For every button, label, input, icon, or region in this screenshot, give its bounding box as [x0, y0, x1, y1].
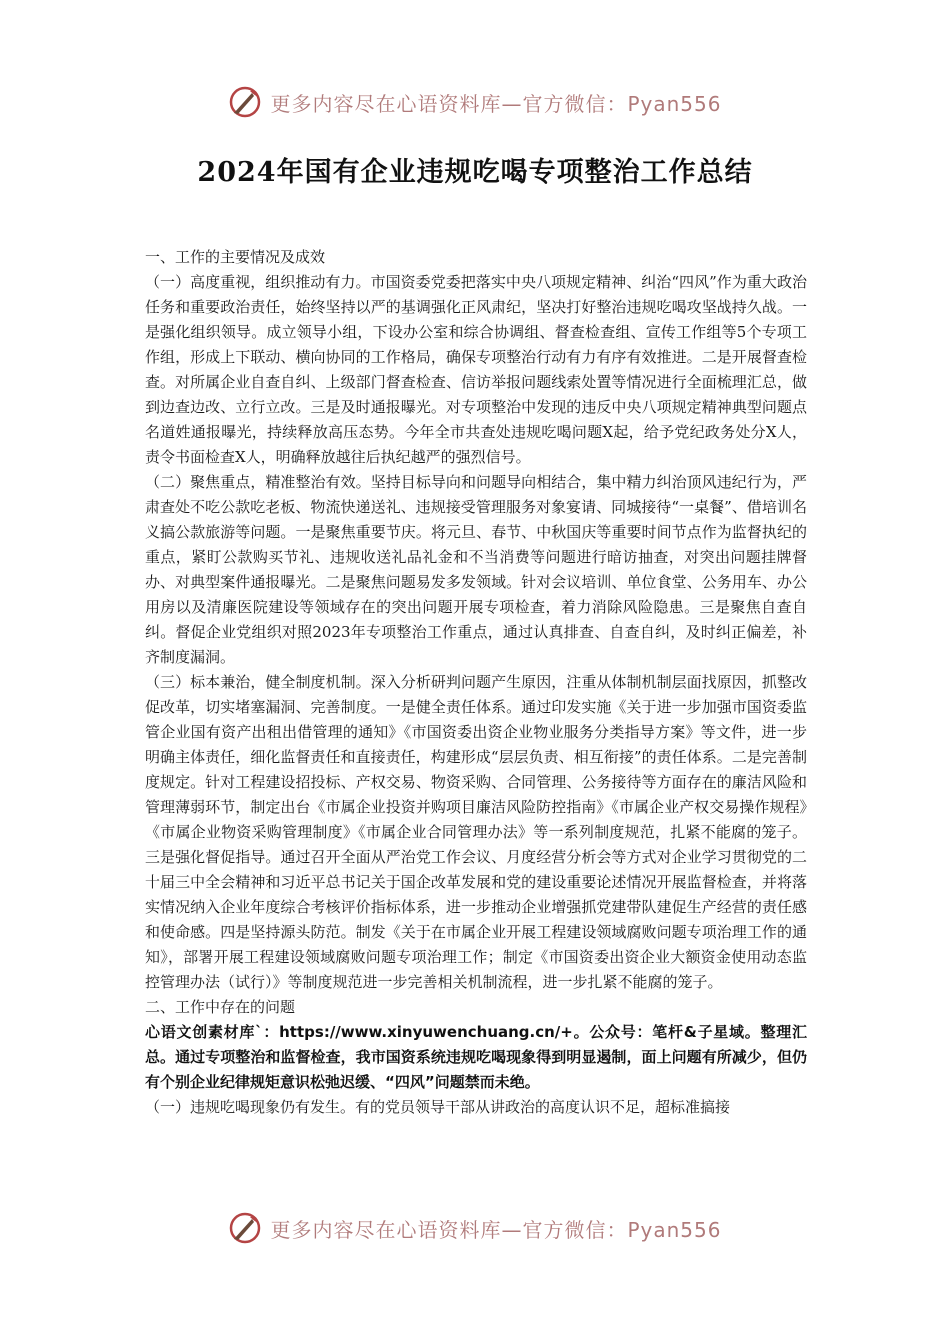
paragraph-3: （三）标本兼治，健全制度机制。深入分析研判问题产生原因，注重从体制机制层面找原因，抓整改促改革，切实堵塞漏洞、完善制度。一是健全责任体系。通过印发实施《关于进一步加强市国资委监管企业国有资产出租出借管理的通知》《市国资委出资企业物业服务分类指导方案》等文件，进一步明确主体责任，细化监督责任和直接责任，构建形成“层层负责、相互衔接”的责任体系。二是完善制度规定。针对工程建设招投标、产权交易、物资采购、合同管理、公务接待等方面存在的廉洁风险和管理薄弱环节，制定出台《市属企业投资并购项目廉洁风险防控指南》《市属企业产权交易操作规程》《市属企业物资采购管理制度》《市属企业合同管理办法》等一系列制度规范，扎紧不能腐的笼子。三是强化督促指导。通过召开全面从严治党工作会议、月度经营分析会等方式对企业学习贯彻党的二十届三中全会精神和习近平总书记关于国企改革发展和党的建设重要论述情况开展监督检查，并将落实情况纳入企业年度综合考核评价指标体系，进一步推动企业增强抓党建带队建促生产经营的责任感和使命感。四是坚持源头防范。制发《关于在市属企业开展工程建设领域腐败问题专项治理工作的通知》，部署开展工程建设领域腐败问题专项治理工作；制定《市国资委出资企业大额资金使用动态监控管理办法（试行）》等制度规范进一步完善相关机制流程，进一步扎紧不能腐的笼子。 — [145, 673, 807, 991]
section-heading-1: 一、工作的主要情况及成效 — [145, 248, 326, 266]
header-banner-text: 更多内容尽在心语资料库—官方微信：Pyan556 — [270, 91, 722, 116]
section-heading-2: 二、工作中存在的问题 — [145, 998, 296, 1016]
footer-banner — [0, 1208, 950, 1248]
quill-circle-logo-icon — [228, 1211, 262, 1245]
footer-banner-text: 更多内容尽在心语资料库—官方微信：Pyan556 — [270, 1217, 722, 1242]
document-title: 2024年国有企业违规吃喝专项整治工作总结 — [197, 157, 753, 188]
paragraph-2: （二）聚焦重点，精准整治有效。坚持目标导向和问题导向相结合，集中精力纠治顶风违纪行为，严肃查处不吃公款吃老板、物流快递送礼、违规接受管理服务对象宴请、同城接待“一桌餐”、借培训名义搞公款旅游等问题。一是聚焦重要节庆。将元旦、春节、中秋国庆等重要时间节点作为监督执纪的重点，紧盯公款购买节礼、违规收送礼品礼金和不当消费等问题进行暗访抽查，对突出问题挂牌督办、对典型案件通报曝光。二是聚焦问题易发多发领域。针对会议培训、单位食堂、公务用车、办公用房以及清廉医院建设等领域存在的突出问题开展专项检查，着力消除风险隐患。三是聚焦自查自纠。督促企业党组织对照2023年专项整治工作重点，通过认真排查、自查自纠，及时纠正偏差，补齐制度漏洞。 — [145, 473, 807, 666]
paragraph-last: （一）违规吃喝现象仍有发生。有的党员领导干部从讲政治的高度认识不足，超标准搞接 — [145, 1098, 731, 1116]
paragraph-1: （一）高度重视，组织推动有力。市国资委党委把落实中央八项规定精神、纠治“四风”作为重大政治任务和重要政治责任，始终坚持以严的基调强化正风肃纪，坚决打好整治违规吃喝攻坚战持久战。一是强化组织领导。成立领导小组，下设办公室和综合协调组、督查检查组、宣传工作组等5个专项工作组，形成上下联动、横向协同的工作格局，确保专项整治行动有力有序有效推进。二是开展督查检查。对所属企业自查自纠、上级部门督查检查、信访举报问题线索处置等情况进行全面梳理汇总，做到边查边改、立行立改。三是及时通报曝光。对专项整治中发现的违反中央八项规定精神典型问题点名道姓通报曝光，持续释放高压态势。今年全市共查处违规吃喝问题X起，给予党纪政务处分X人，责令书面检查X人，明确释放越往后执纪越严的强烈信号。 — [145, 273, 807, 466]
ad-paragraph: 心语文创素材库`：https://www.xinyuwenchuang.cn/+。公众号：笔杆&子星域。整理汇总。通过专项整治和监督检查，我市国资系统违规吃喝现象得到明显遏制，面上问题有所减少，但仍有个别企业纪律规矩意识松弛迟缓、“四风”问题禁而未绝。 — [145, 1023, 807, 1091]
document-body — [145, 245, 807, 1120]
header-banner — [0, 82, 950, 122]
quill-circle-logo-icon — [228, 85, 262, 119]
